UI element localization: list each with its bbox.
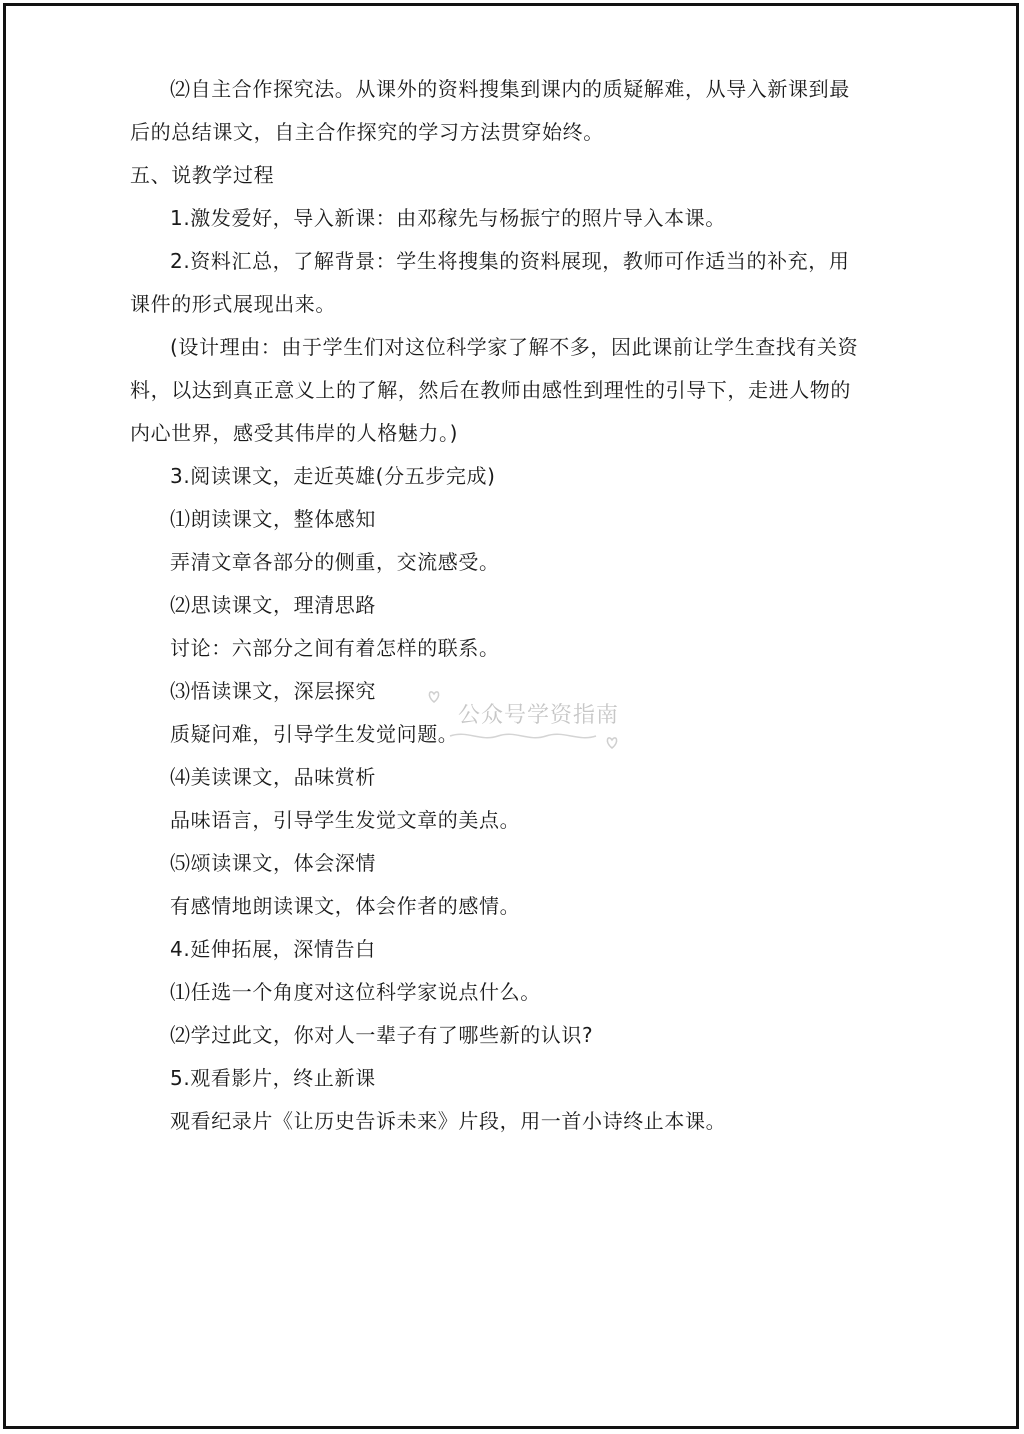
paragraph-line: 有感情地朗读课文，体会作者的感情。 — [170, 894, 521, 918]
list-item: ⑵思读课文，理清思路 — [170, 593, 376, 617]
paragraph-line: 品味语言，引导学生发觉文章的美点。 — [170, 808, 521, 832]
section-heading: 五、说教学过程 — [130, 163, 275, 187]
paragraph-line: 后的总结课文，自主合作探究的学习方法贯穿始终。 — [130, 120, 604, 144]
paragraph-line: 1.激发爱好，导入新课：由邓稼先与杨振宁的照片导入本课。 — [170, 206, 726, 230]
paragraph-line: 质疑问难，引导学生发觉问题。 — [170, 722, 459, 746]
paragraph-line: 5.观看影片，终止新课 — [170, 1066, 376, 1090]
list-item: ⑵学过此文，你对人一辈子有了哪些新的认识? — [170, 1023, 594, 1047]
paragraph-line: 讨论：六部分之间有着怎样的联系。 — [170, 636, 500, 660]
paragraph-line: 内心世界，感受其伟岸的人格魅力。) — [130, 421, 459, 445]
list-item: ⑴任选一个角度对这位科学家说点什么。 — [170, 980, 541, 1004]
watermark — [428, 686, 638, 756]
list-item: ⑴朗读课文，整体感知 — [170, 507, 376, 531]
list-item: ⑸颂读课文，体会深情 — [170, 851, 376, 875]
paragraph-line: ⑵自主合作探究法。从课外的资料搜集到课内的质疑解难，从导入新课到最 — [170, 77, 850, 101]
paragraph-line: 料，以达到真正意义上的了解，然后在教师由感性到理性的引导下，走进人物的 — [130, 378, 851, 402]
paragraph-line: 4.延伸拓展，深情告白 — [170, 937, 376, 961]
paragraph-line: 弄清文章各部分的侧重，交流感受。 — [170, 550, 500, 574]
list-item: ⑶悟读课文，深层探究 — [170, 679, 376, 703]
paragraph-line: 2.资料汇总，了解背景：学生将搜集的资料展现，教师可作适当的补充，用 — [170, 249, 850, 273]
paragraph-line: 课件的形式展现出来。 — [130, 292, 336, 316]
paragraph-line: (设计理由：由于学生们对这位科学家了解不多，因此课前让学生查找有关资 — [170, 335, 859, 359]
list-item: ⑷美读课文，品味赏析 — [170, 765, 376, 789]
document-body — [130, 68, 900, 1143]
paragraph-line: 观看纪录片《让历史告诉未来》片段，用一首小诗终止本课。 — [170, 1109, 727, 1133]
paragraph-line: 3.阅读课文，走近英雄(分五步完成) — [170, 464, 496, 488]
watermark-text: 公众号学资指南 — [458, 703, 620, 728]
